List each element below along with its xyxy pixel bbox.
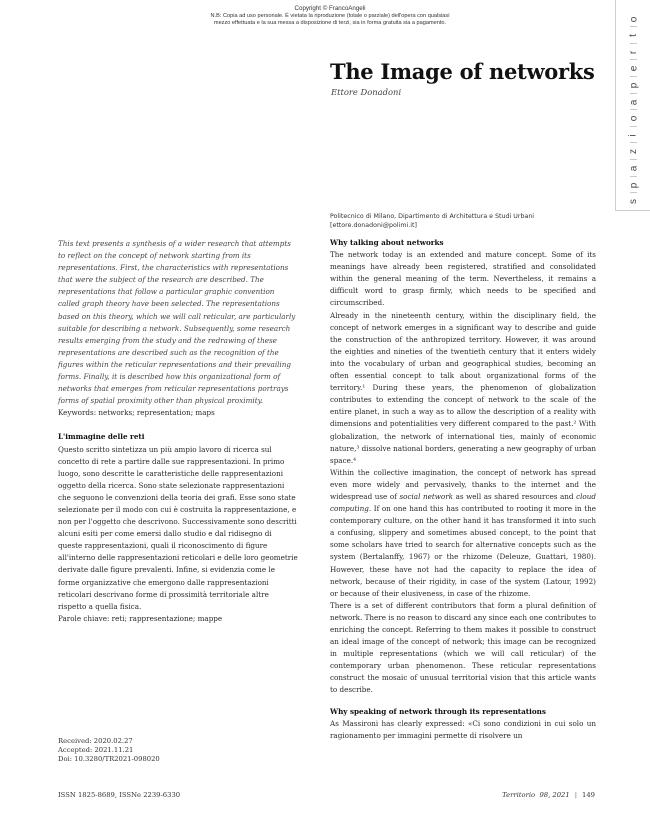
body-paragraph bbox=[330, 467, 596, 600]
sidebar-letter-glyph: i bbox=[627, 134, 639, 137]
body-text: . If on one hand this has contributed to rooting it more in the contemporary culture, on the other hand it has transformed it into such a confusing, slippery and sometimes abused concept, to the point that some scholars have tried to search for alternative concepts such as the system (Bertalanffy, 1967) or the rhizome (Deleuze, Guattari, 1980). However, these have not had the capacity to replace the idea of network, because of their rigidity, in case of the system (Latour, 1992) or because of their elusiveness, in case of the rhizome. bbox=[330, 504, 596, 598]
sidebar-letter-glyph: o bbox=[628, 16, 639, 22]
footer-journal-info bbox=[455, 791, 595, 799]
page-number: 149 bbox=[582, 791, 595, 799]
abstract-english: This text presents a synthesis of a wider research that attempts to reflect on the concept of network starting from its representations. First, the characteristics with representations that were the subject of the research are described. The representations that follow a particular graphic convention called graph theory have been selected. The representations based on this theory, which we will call reticular, are particularly suitable for describing a network. Subsequently, some research results emerging from the study and the redrawing of these representations are described such as the recognition of the figures within the reticular representations and their prevailing forms. Finally, it is described how this organizational form of networks that emerges from reticular representations portrays forms of spatial proximity other than physical proximity. bbox=[58, 239, 296, 406]
section-heading-why-networks: Why talking about networks bbox=[330, 238, 444, 247]
abstract-italian-heading: L'immagine delle reti bbox=[58, 432, 145, 442]
sidebar-letter-glyph: a bbox=[628, 99, 639, 105]
author-affiliation: Politecnico di Milano, Dipartimento di Architettura e Studi Urbani bbox=[330, 213, 535, 220]
copyright-notice bbox=[150, 5, 510, 28]
emphasis-term: social network bbox=[399, 491, 453, 501]
article-title: The Image of networks bbox=[330, 59, 595, 84]
author-email: [ettore.donadoni@polimi.it] bbox=[330, 222, 417, 230]
received-date: Received: 2020.02.27 bbox=[58, 737, 133, 745]
sidebar-letter-glyph: s bbox=[628, 199, 639, 205]
body-paragraph: There is a set of different contributors that form a plural definition of network. There is no reason to discard any since each one contributes to enriching the concept. Referring to them makes it possible to construct an ideal image of the concept of network; this image can be recognized in multiple representations (which we will call reticular) of the contemporary urban phenomenon. These reticular representations construct the mosaic of unusual territorial vision that this article wants to describe. bbox=[330, 600, 596, 695]
body-column bbox=[330, 237, 596, 742]
journal-name: Territorio bbox=[502, 791, 536, 799]
sidebar-letter-glyph: a bbox=[628, 165, 639, 172]
section-heading-representations: Why speaking of network through its representations bbox=[330, 706, 546, 716]
body-text: Within the collective imagination, the concept of network has spread even more widely and pervasively, thanks to the internet and the widespread use of bbox=[330, 467, 596, 501]
sidebar-letter-glyph: o bbox=[628, 115, 639, 122]
copyright-notice-line2: mezzo effettuata e la sua messa a disposizione di terzi, sia in forma gratuita sia a pagamento. bbox=[213, 20, 447, 26]
sidebar-letter-glyph: e bbox=[628, 66, 639, 72]
copyright-line: Copyright © FrancoAngeli bbox=[294, 5, 366, 12]
footer-issn: ISSN 1825-8689, ISSNe 2239-6330 bbox=[58, 791, 181, 799]
sidebar-letter-glyph: z bbox=[628, 149, 639, 155]
body-paragraph: The network today is an extended and mature concept. Some of its meanings have already been registered, stratified and consolidated within the general meaning of the term. Nevertheless, it remains a difficult word to grasp firmly, which needs to be specified and circumscribed. bbox=[330, 250, 596, 308]
journal-issue: 98, 2021 bbox=[539, 791, 570, 799]
sidebar-letter-glyph: t bbox=[628, 34, 639, 37]
body-paragraph: As Massironi has clearly expressed: «Ci sono condizioni in cui solo un ragionamento per immagini permette di risolvere un bbox=[330, 718, 596, 740]
sidebar-letter-glyph: r bbox=[628, 50, 639, 54]
sidebar-letter-glyph: p bbox=[628, 182, 639, 188]
body-text: as well as shared resources and bbox=[453, 491, 577, 501]
keywords-english: Keywords: networks; representation; maps bbox=[58, 408, 215, 418]
footer-separator: | bbox=[574, 791, 578, 799]
article-dates bbox=[58, 737, 288, 765]
section-sidebar bbox=[615, 0, 650, 211]
article-author: Ettore Donadoni bbox=[331, 87, 402, 97]
body-paragraph: Already in the nineteenth century, within the disciplinary field, the concept of network emerges in a significant way to describe and guide the construction of the anthropized territory. However, it was around the eighties and nineties of the twentieth century that it enters widely into the vocabulary of urban and geographical studies, becoming an often essential concept to talk about organizational forms of the territory.¹ During these years, the phenomenon of globalization contributes to extending the concept of network to the scale of the entire planet, in such a way as to allow the description of a reality with dimensions and potentialities very different compared to the past.² With globalization, the network of international ties, mainly of economic nature,³ dissolve national borders, generating a new geography of urban space.⁴ bbox=[330, 310, 596, 465]
sidebar-letter bbox=[616, 193, 650, 211]
author-affiliation-block bbox=[330, 212, 600, 231]
keywords-italian: Parole chiave: reti; rappresentazione; mappe bbox=[58, 613, 223, 623]
abstract-column bbox=[58, 238, 298, 625]
copyright-notice-line1: N.B: Copia ad uso personale. È vietata la riproduzione (totale o parziale) dell'opera con qualsiasi bbox=[210, 12, 450, 19]
abstract-italian: Questo scritto sintetizza un più ampio lavoro di ricerca sul concetto di rete a partire dalle sue rappresentazioni. In primo luogo, sono descritte le caratteristiche delle rappresentazioni oggetto della ricerca. Sono state selezionate rappresentazioni che seguono le convenzioni della teoria dei grafi. Esse sono state selezionate per il modo con cui è costruita la rappresentazione, e non per l'oggetto che descrivono. Successivamente sono descritti alcuni esiti per come emersi dallo studio e dal ridisegno di queste rappresentazioni, quali il riconoscimento di figure all'interno delle rappresentazioni reticolari e delle loro geometrie derivate dalle figure prevalenti. Infine, si evidenzia come le forme organizzative che emergono dalle rappresentazioni reticolari descrivano forme di prossimità territoriale altre rispetto a quella fisica. bbox=[58, 444, 298, 611]
emphasis-term: cloud computing bbox=[330, 491, 596, 514]
sidebar-letter-glyph: p bbox=[628, 82, 639, 89]
doi: Doi: 10.3280/TR2021-098020 bbox=[58, 755, 160, 764]
accepted-date: Accepted: 2021.11.21 bbox=[58, 746, 134, 755]
